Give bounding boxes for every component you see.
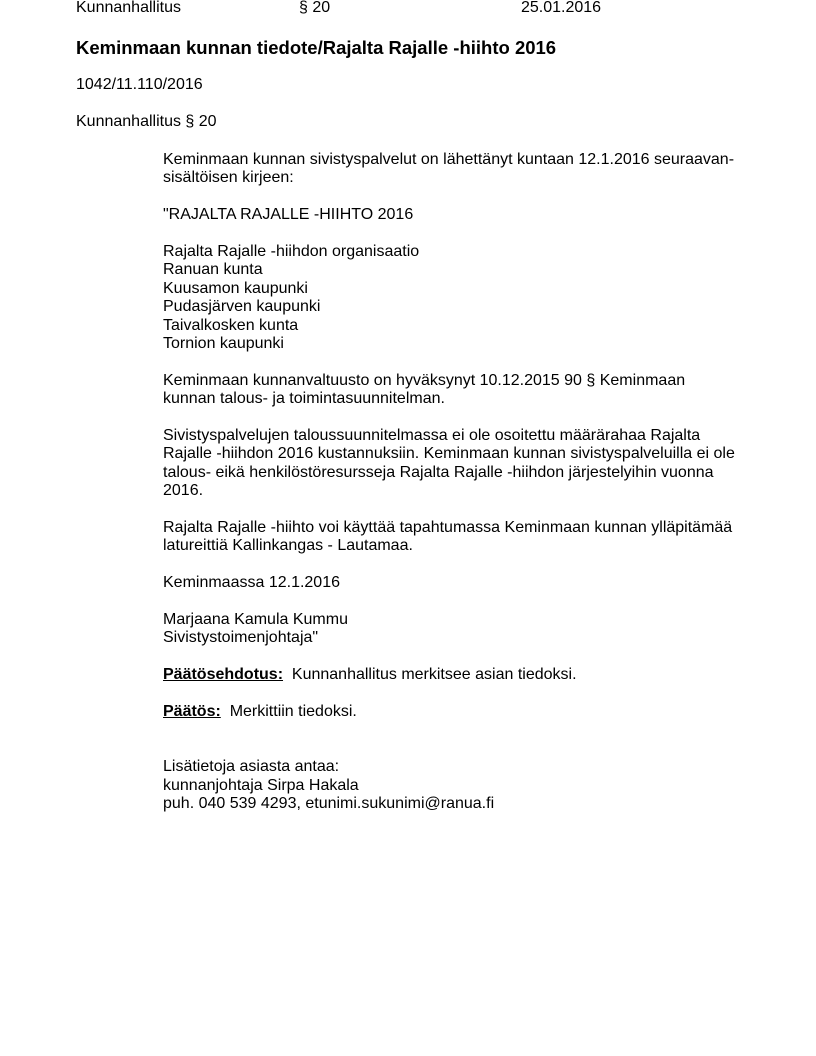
proposal-text: Kunnanhallitus merkitsee asian tiedoksi. — [291, 666, 577, 684]
paragraph-line: latureittiä Kallinkangas - Lautamaa. — [163, 537, 413, 555]
paragraph-line: talous- eikä henkilöstöresursseja Rajalta Rajalle -hiihdon järjestelyihin vuonna — [163, 463, 714, 481]
decision-row — [163, 703, 753, 721]
section-line: Kunnanhallitus § 20 — [76, 113, 217, 130]
decision-text: Merkittiin tiedoksi. — [229, 703, 357, 721]
recipient: Kuusamon kaupunki — [163, 279, 308, 297]
paragraph-line: Rajalta Rajalle -hiihto voi käyttää tapahtumassa Keminmaan kunnan ylläpitämää — [163, 519, 733, 537]
recipient: Taivalkosken kunta — [163, 316, 299, 334]
document-title: Keminmaan kunnan tiedote/Rajalta Rajalle -hiihto 2016 — [76, 37, 557, 58]
paragraph-line: Sivistyspalvelujen taloussuunnitelmassa ei ole osoitettu määrärahaa Rajalta — [163, 427, 701, 445]
signer-name: Marjaana Kamula Kummu — [163, 611, 348, 629]
intro-line: sisältöisen kirjeen: — [163, 169, 294, 187]
paragraph-line: kunnan talous- ja toimintasuunnitelman. — [163, 390, 445, 408]
proposal-row — [163, 666, 753, 684]
decision-label: Päätös: — [163, 703, 221, 721]
header-section: § 20 — [299, 0, 331, 16]
recipient: Rajalta Rajalle -hiihdon organisaatio — [163, 243, 420, 260]
document-body — [163, 151, 753, 813]
paragraph-line: Keminmaan kunnanvaltuusto on hyväksynyt 10.12.2015 90 § Keminmaan — [163, 371, 686, 389]
header-date: 25.01.2016 — [521, 0, 602, 16]
recipient: Pudasjärven kaupunki — [163, 298, 321, 316]
contact-line: kunnanjohtaja Sirpa Hakala — [163, 776, 359, 794]
contact-line: Lisätietoja asiasta antaa: — [163, 758, 340, 776]
intro-line: Keminmaan kunnan sivistyspalvelut on lähettänyt kuntaan 12.1.2016 seuraavan- — [163, 151, 735, 168]
paragraph-line: Rajalle -hiihdon 2016 kustannuksiin. Keminmaan kunnan sivistyspalveluilla ei ole — [163, 445, 735, 463]
place-date: Keminmaassa 12.1.2016 — [163, 574, 340, 592]
contact-line: puh. 040 539 4293, etunimi.sukunimi@ranua.fi — [163, 795, 495, 813]
proposal-label: Päätösehdotus: — [163, 666, 284, 684]
recipient: Tornion kaupunki — [163, 335, 284, 353]
recipient: Ranuan kunta — [163, 261, 263, 279]
signer-title: Sivistystoimenjohtaja" — [163, 629, 319, 647]
letter-heading: "RAJALTA RAJALLE -HIIHTO 2016 — [163, 206, 414, 224]
reference-number: 1042/11.110/2016 — [76, 76, 203, 93]
header-body: Kunnanhallitus — [76, 0, 181, 16]
paragraph-line: 2016. — [163, 482, 204, 500]
